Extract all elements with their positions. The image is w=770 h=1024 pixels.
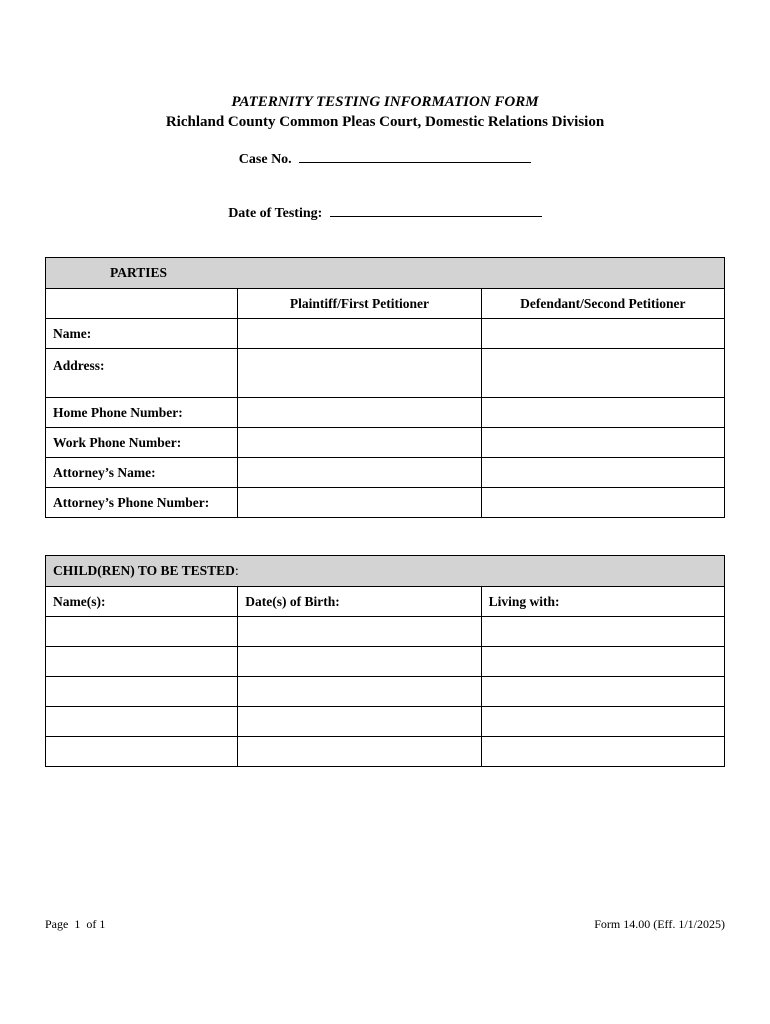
form-title: PATERNITY TESTING INFORMATION FORM	[231, 94, 539, 110]
case-no-label: Case No.	[238, 152, 292, 167]
child-living-with-cell[interactable]	[481, 737, 724, 767]
page-number: Page 1 of 1	[45, 917, 106, 931]
plaintiff-work-phone-cell[interactable]	[238, 428, 481, 458]
name-row-label: Name:	[46, 319, 238, 349]
plaintiff-home-phone-cell[interactable]	[238, 398, 481, 428]
child-dob-cell[interactable]	[238, 647, 481, 677]
child-living-with-cell[interactable]	[481, 617, 724, 647]
attorney-name-row-label: Attorney’s Name:	[46, 458, 238, 488]
plaintiff-attorney-name-cell[interactable]	[238, 458, 481, 488]
child-names-column-header: Name(s):	[46, 587, 238, 617]
child-dob-cell[interactable]	[238, 707, 481, 737]
parties-table	[45, 257, 725, 518]
defendant-address-cell[interactable]	[481, 349, 724, 398]
plaintiff-address-cell[interactable]	[238, 349, 481, 398]
form-number: Form 14.00 (Eff. 1/1/2025)	[594, 917, 725, 931]
work-phone-row-label: Work Phone Number:	[46, 428, 238, 458]
case-no-input[interactable]	[299, 150, 531, 163]
plaintiff-column-header: Plaintiff/First Petitioner	[238, 289, 481, 319]
case-no-field	[0, 150, 770, 168]
plaintiff-attorney-phone-cell[interactable]	[238, 488, 481, 518]
parties-corner-cell	[46, 289, 238, 319]
children-table	[45, 555, 725, 767]
children-heading-cell	[46, 556, 725, 587]
child-name-cell[interactable]	[46, 677, 238, 707]
child-living-with-cell[interactable]	[481, 647, 724, 677]
defendant-home-phone-cell[interactable]	[481, 398, 724, 428]
child-dob-cell[interactable]	[238, 677, 481, 707]
children-heading: CHILD(REN) TO BE TESTED	[53, 563, 235, 578]
child-name-cell[interactable]	[46, 617, 238, 647]
parties-heading: PARTIES	[46, 258, 725, 289]
child-living-with-cell[interactable]	[481, 677, 724, 707]
date-of-testing-field	[0, 204, 770, 222]
attorney-phone-row-label: Attorney’s Phone Number:	[46, 488, 238, 518]
plaintiff-name-cell[interactable]	[238, 319, 481, 349]
child-name-cell[interactable]	[46, 737, 238, 767]
child-dob-cell[interactable]	[238, 617, 481, 647]
address-row-label: Address:	[46, 349, 238, 398]
defendant-name-cell[interactable]	[481, 319, 724, 349]
child-name-cell[interactable]	[46, 707, 238, 737]
defendant-attorney-name-cell[interactable]	[481, 458, 724, 488]
home-phone-row-label: Home Phone Number:	[46, 398, 238, 428]
children-heading-colon: :	[234, 563, 239, 578]
child-living-with-cell[interactable]	[481, 707, 724, 737]
defendant-column-header: Defendant/Second Petitioner	[481, 289, 724, 319]
form-subtitle: Richland County Common Pleas Court, Domestic Relations Division	[165, 114, 605, 130]
child-living-with-column-header: Living with:	[481, 587, 724, 617]
date-of-testing-input[interactable]	[330, 204, 542, 217]
date-of-testing-label: Date of Testing:	[228, 206, 323, 221]
child-name-cell[interactable]	[46, 647, 238, 677]
defendant-attorney-phone-cell[interactable]	[481, 488, 724, 518]
child-dob-column-header: Date(s) of Birth:	[238, 587, 481, 617]
child-dob-cell[interactable]	[238, 737, 481, 767]
defendant-work-phone-cell[interactable]	[481, 428, 724, 458]
